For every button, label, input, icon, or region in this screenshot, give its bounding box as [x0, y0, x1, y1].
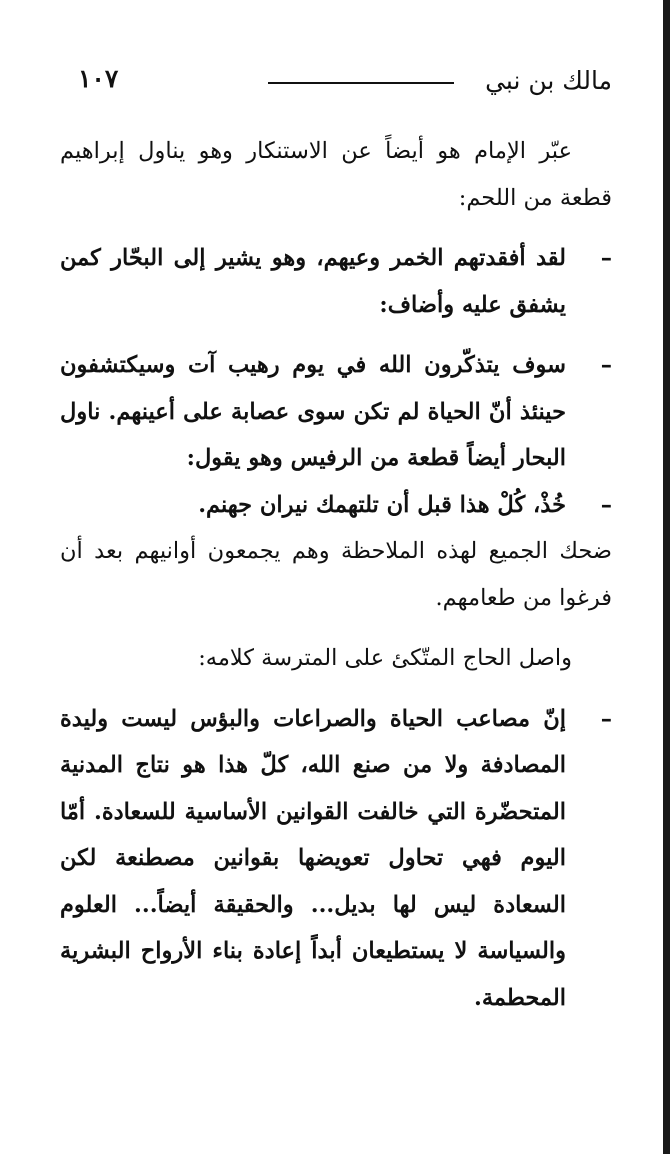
page-header: [78, 62, 612, 106]
dialogue-dash: –: [600, 705, 612, 732]
dialogue-dash: –: [600, 491, 612, 518]
quote-text: سوف يتذكّرون الله في يوم رهيب آت وسيكتشفون حينئذ أنّ الحياة لم تكن سوى عصابة على أعينهم. ناول البحار أيضاً قطعة من الرفيس وهو يقول:: [60, 352, 566, 471]
narrative-paragraph: عبّر الإمام هو أيضاً عن الاستنكار وهو يناول إبراهيم قطعة من اللحم:: [60, 138, 612, 211]
page-number: ١٠٧: [78, 64, 119, 93]
dialogue-quote: [60, 696, 612, 1022]
dialogue-dash: –: [600, 352, 612, 378]
narrative-paragraph: واصل الحاج المتّكئ على المترسة كلامه:: [198, 645, 572, 671]
page-edge: [663, 0, 670, 1154]
dialogue-dash: –: [600, 245, 612, 271]
header-rule: [268, 82, 454, 84]
running-head-author: مالك بن نبي: [485, 66, 612, 95]
dialogue-quote: [60, 482, 612, 529]
page-body: [60, 128, 612, 1021]
dialogue-quote: [60, 342, 612, 482]
quote-text: لقد أفقدتهم الخمر وعيهم، وهو يشير إلى البحّار كمن يشفق عليه وأضاف:: [60, 245, 566, 318]
narrative-paragraph: ضحك الجميع لهذه الملاحظة وهم يجمعون أوانيهم بعد أن فرغوا من طعامهم.: [60, 538, 612, 611]
dialogue-quote: [60, 235, 612, 328]
quote-text: خُذْ، كُلْ هذا قبل أن تلتهمك نيران جهنم.: [198, 491, 566, 518]
quote-text: إنّ مصاعب الحياة والصراعات والبؤس ليست وليدة المصادفة ولا من صنع الله، كلّ هذا هو نتاج المدنية المتحضّرة التي خالفت القوانين الأساسية للسعادة. أمّا اليوم فهي تحاول تعويضها بقوانين مصطنعة لكن السعادة ليس لها بديل... والحقيقة أيضاً... العلوم والسياسة لا يستطيعان أبداً إعادة بناء الأرواح البشرية المحطمة.: [60, 705, 566, 1011]
